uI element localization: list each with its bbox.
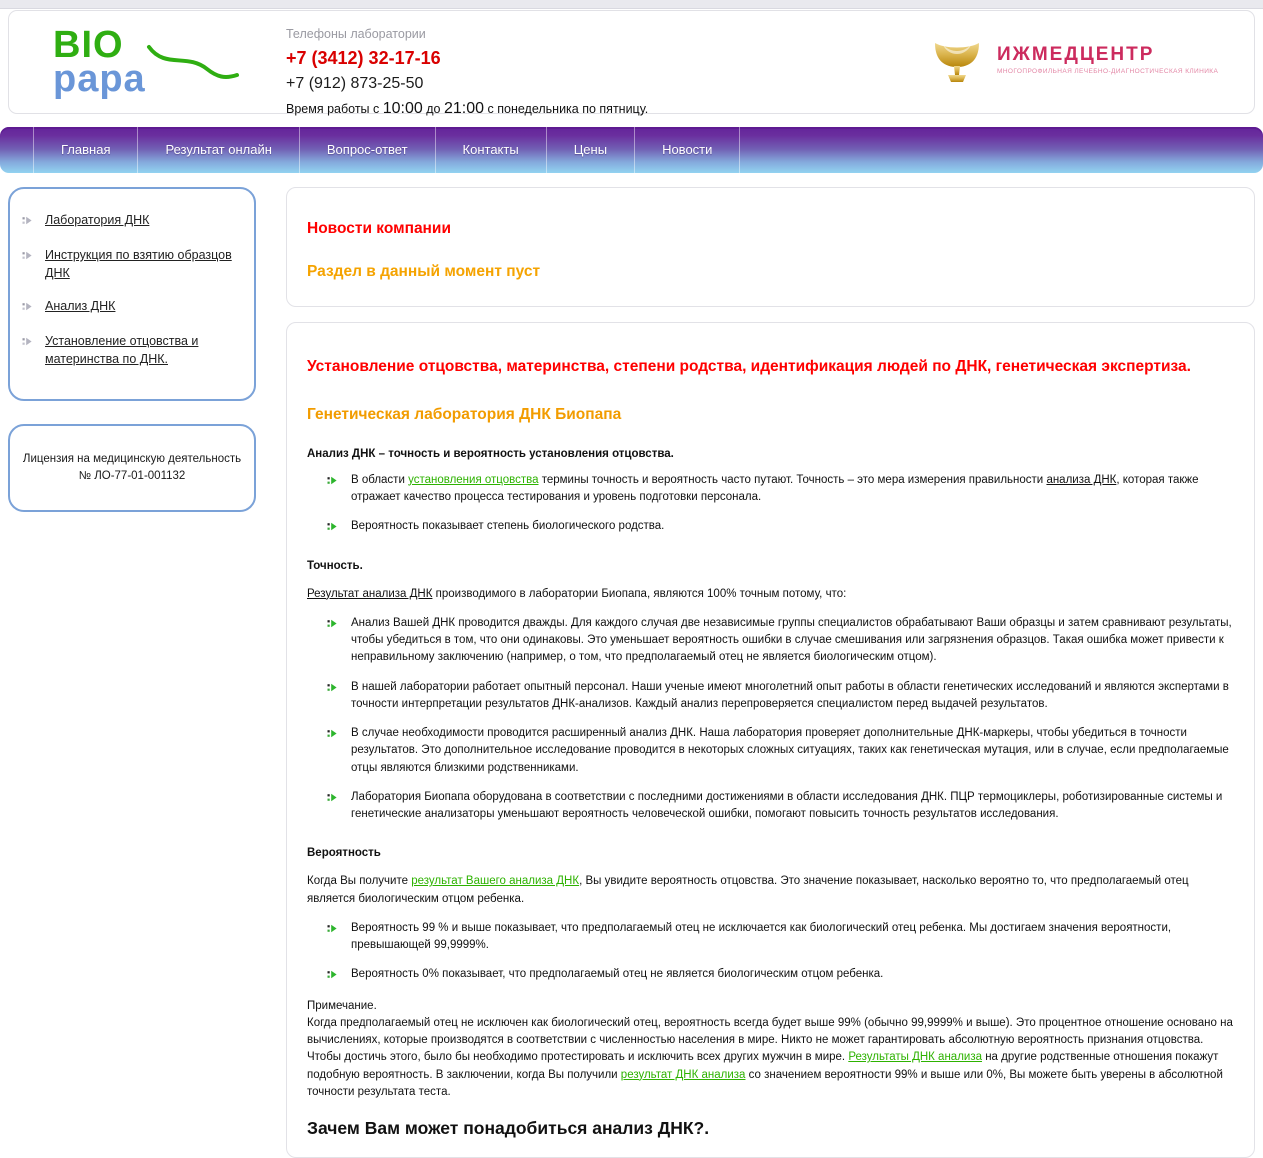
list-item: Вероятность показывает степень биологического родства. (307, 518, 1234, 535)
intro-bullet-list (307, 472, 1234, 536)
dna-analysis-link[interactable]: анализа ДНК (1046, 473, 1117, 486)
nav-tab-contacts[interactable]: Контакты (435, 127, 546, 173)
license-line1: Лицензия на медицинскую деятельность (22, 452, 242, 465)
green-arrow-bullet-icon (327, 682, 338, 699)
news-title: Новости компании (307, 220, 451, 237)
phone-primary: +7 (3412) 32-17-16 (286, 48, 441, 69)
list-item: В случае необходимости проводится расширенный анализ ДНК. Наша лаборатория проверяет дополнительные ДНК-маркеры, чтобы убедиться в точности результатов. Это дополнительное исследование проводится в некоторых сложных ситуациях, таких как генетическая мутация, или в случае, если предполагаемые отцы являются близкими родственниками. (307, 725, 1234, 777)
partner-subtitle: МНОГОПРОФИЛЬНАЯ ЛЕЧЕБНО-ДИАГНОСТИЧЕСКАЯ КЛИНИКА (997, 68, 1219, 75)
article-title: Установление отцовства, материнства, степени родства, идентификация людей по ДНК, генетическая экспертиза. (307, 358, 1191, 375)
green-arrow-bullet-icon (327, 923, 338, 940)
article-subtitle: Генетическая лаборатория ДНК Биопапа (307, 405, 622, 423)
arrow-bullet-icon (22, 213, 33, 231)
main-navigation (0, 127, 1263, 173)
close-time: 21:00 (443, 100, 485, 118)
green-arrow-bullet-icon (327, 618, 338, 635)
news-section (286, 187, 1255, 307)
sidebar-menu (8, 187, 256, 401)
open-time: 10:00 (382, 100, 423, 118)
partner-title: ИЖМЕДЦЕНТР (997, 44, 1155, 65)
working-hours: Время работы с 10:00 до 21:00 с понедельника по пятницу. (286, 100, 649, 118)
dna-results-link[interactable]: Результаты ДНК анализа (848, 1051, 983, 1064)
phones-label: Телефоны лаборатории (286, 27, 426, 41)
dna-result-link[interactable]: результат ДНК анализа (620, 1068, 746, 1081)
arrow-bullet-icon (22, 334, 33, 352)
nav-tab-qa[interactable]: Вопрос-ответ (299, 127, 435, 173)
accuracy-heading: Точность. (307, 559, 363, 572)
green-arrow-bullet-icon (327, 728, 338, 745)
top-window-strip (0, 0, 1263, 9)
nav-tab-prices[interactable]: Цены (546, 127, 634, 173)
note-heading: Примечание. (307, 999, 377, 1012)
probability-bullet-list (307, 920, 1234, 984)
sidebar-link-paternity[interactable]: Установление отцовства и материнства по ДНК. (45, 334, 199, 367)
license-number: № ЛО-77-01-001132 (78, 469, 186, 482)
intro-heading: Анализ ДНК – точность и вероятность установления отцовства. (307, 447, 674, 460)
probability-intro: Когда Вы получите результат Вашего анализа ДНК, Вы увидите вероятность отцовства. Это значение показывает, насколько вероятно то, что предполагаемый отец является биологическим отцом ребенка. (307, 875, 1189, 905)
article-section (286, 322, 1255, 1158)
accuracy-intro: Результат анализа ДНК производимого в лаборатории Биопапа, являются 100% точным потому, что: (307, 587, 847, 600)
sidebar-item-lab[interactable] (22, 211, 240, 231)
nav-tab-home[interactable]: Главная (33, 127, 137, 173)
sidebar-item-paternity[interactable] (22, 332, 240, 368)
nav-tab-news[interactable]: Новости (634, 127, 740, 173)
header (8, 10, 1255, 118)
phones-block (286, 25, 648, 121)
news-empty-message: Раздел в данный момент пуст (307, 263, 541, 280)
sidebar-item-analysis[interactable] (22, 297, 240, 317)
probability-heading: Вероятность (307, 847, 381, 860)
green-arrow-bullet-icon (327, 475, 338, 492)
izhmedcentr-logo (929, 37, 1218, 92)
your-result-link[interactable]: результат Вашего анализа ДНК (411, 875, 580, 888)
result-analysis-link[interactable]: Результат анализа ДНК (307, 587, 433, 600)
green-arrow-bullet-icon (327, 521, 338, 538)
sidebar-link-analysis[interactable]: Анализ ДНК (45, 299, 116, 314)
list-item: Анализ Вашей ДНК проводится дважды. Для каждого случая две независимые группы специалистов обрабатывают Ваши образцы и затем сравнивают результаты, чтобы убедиться в том, что они одинаковы. Это уменьшает вероятность ошибки в случае смешивания или загрязнения образцов. Такая ошибка может привести к неправильному заключению (например, о том, что предполагаемый отец не является биологическим отцом). (307, 615, 1234, 667)
logo-text-bio: BIO (53, 24, 124, 66)
logo-text-papa: papa (53, 58, 146, 101)
sidebar-link-lab[interactable]: Лаборатория ДНК (45, 213, 150, 227)
list-item: Вероятность 99 % и выше показывает, что предполагаемый отец не исключается как биологический отец ребенка. Мы достигаем значения вероятности, превышающей 99,9999%. (307, 920, 1234, 955)
chalice-icon (929, 37, 985, 92)
arrow-bullet-icon (22, 248, 33, 266)
arrow-bullet-icon (22, 299, 33, 317)
sidebar (8, 187, 256, 512)
closing-heading: Зачем Вам может понадобиться анализ ДНК?. (307, 1118, 710, 1139)
green-arrow-bullet-icon (327, 792, 338, 809)
list-item: Вероятность 0% показывает, что предполагаемый отец не является биологическим отцом ребенка. (307, 966, 1234, 983)
license-box (8, 424, 256, 513)
green-arrow-bullet-icon (327, 969, 338, 986)
phone-secondary: +7 (912) 873-25-50 (286, 75, 424, 93)
list-item: В области установления отцовства термины точность и вероятность часто путают. Точность – это мера измерения правильности анализа ДНК, которая также отражает качество процесса тестирования и уровень подготовки персонала. (307, 472, 1234, 507)
sperm-tail-icon (145, 39, 245, 100)
accuracy-bullet-list (307, 615, 1234, 824)
biopapa-logo[interactable] (53, 24, 243, 101)
nav-tab-result-online[interactable]: Результат онлайн (137, 127, 298, 173)
sidebar-link-instruction[interactable]: Инструкция по взятию образцов ДНК (45, 248, 232, 281)
list-item: В нашей лаборатории работает опытный персонал. Наши ученые имеют многолетний опыт работы в области генетических исследований и являются экспертами в точности интерпретации результатов ДНК-анализов. Каждый анализ перепроверяется специалистом перед выдачей результатов. (307, 679, 1234, 714)
list-item: Лаборатория Биопапа оборудована в соответствии с последними достижениями в области исследования ДНК. ПЦР термоциклеры, роботизированные системы и генетические анализаторы уменьшают вероятность человеческой ошибки, помогают повысить точность результатов исследования. (307, 789, 1234, 824)
main-content (286, 187, 1255, 1158)
paternity-link[interactable]: установления отцовства (408, 473, 539, 486)
note-paragraph: Примечание. Когда предполагаемый отец не исключен как биологический отец, вероятность всегда будет выше 99% (обычно 99,9999% и выше). Это процентное отношение основано на вычислениях, которые производятся в соответствии с численностью населения в мире. Никто не может гарантировать абсолютную вероятность признания отцовства. Чтобы достичь этого, было бы необходимо протестировать и исключить всех других мужчин в мире. Результаты ДНК анализа на другие родственные отношения покажут подобную вероятность. В заключении, когда Вы получили результат ДНК анализа со значением вероятности 99% и выше или 0%, Вы можете быть уверены в абсолютной точности результата теста. (307, 999, 1233, 1098)
sidebar-item-instruction[interactable] (22, 246, 240, 282)
